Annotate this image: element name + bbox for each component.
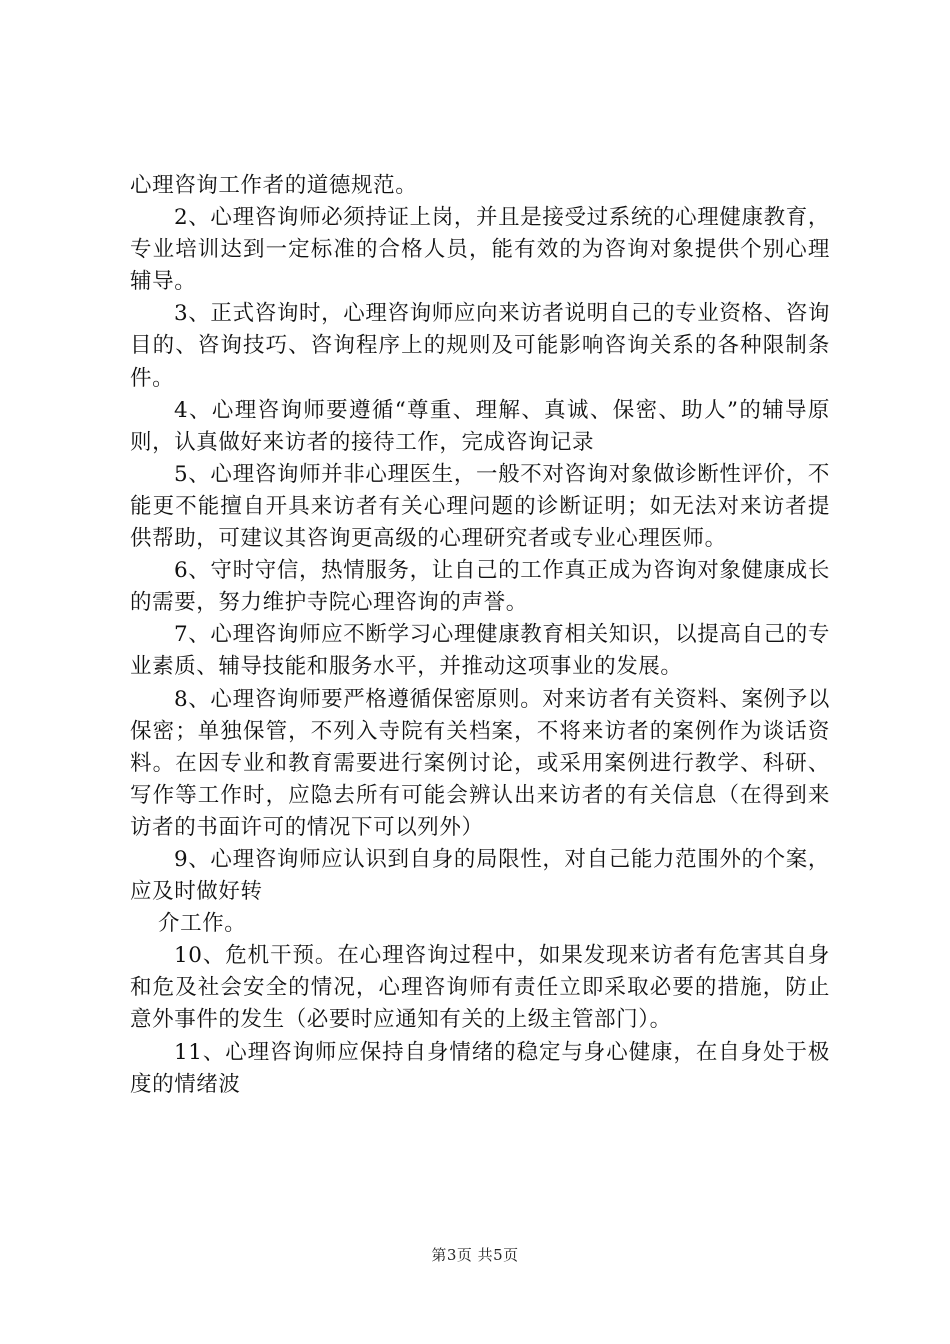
paragraph-9-continuation: 介工作。 (158, 911, 247, 937)
page-footer: 第3页 共5页 (431, 1246, 519, 1264)
paragraph-4: 4、心理咨询师要遵循“尊重、理解、真诚、保密、助人”的辅导原则，认真做好来访者的接待工作，完成咨询记录 (130, 397, 830, 455)
paragraph-2: 2、心理咨询师必须持证上岗，并且是接受过系统的心理健康教育，专业培训达到一定标准的合格人员，能有效的为咨询对象提供个别心理辅导。 (130, 205, 830, 295)
document-body (130, 170, 830, 1101)
paragraph-10: 10、危机干预。在心理咨询过程中，如果发现来访者有危害其自身和危及社会安全的情况，心理咨询师有责任立即采取必要的措施，防止意外事件的发生（必要时应通知有关的上级主管部门）。 (130, 943, 830, 1033)
paragraph-7: 7、心理咨询师应不断学习心理健康教育相关知识，以提高自己的专业素质、辅导技能和服务水平，并推动这项事业的发展。 (130, 622, 830, 680)
paragraph-3: 3、正式咨询时，心理咨询师应向来访者说明自己的专业资格、咨询目的、咨询技巧、咨询程序上的规则及可能影响咨询关系的各种限制条件。 (130, 301, 830, 391)
paragraph-1: 心理咨询工作者的道德规范。 (130, 173, 418, 198)
paragraph-11: 11、心理咨询师应保持自身情绪的稳定与身心健康，在自身处于极度的情绪波 (130, 1039, 830, 1097)
paragraph-8: 8、心理咨询师要严格遵循保密原则。对来访者有关资料、案例予以保密；单独保管，不列入寺院有关档案，不将来访者的案例作为谈话资料。在因专业和教育需要进行案例讨论，或采用案例进行教学、科研、写作等工作时，应隐去所有可能会辨认出来访者的有关信息（在得到来访者的书面许可的情况下可以列外） (130, 686, 830, 840)
paragraph-6: 6、守时守信，热情服务，让自己的工作真正成为咨询对象健康成长的需要，努力维护寺院心理咨询的声誉。 (130, 558, 830, 616)
paragraph-5: 5、心理咨询师并非心理医生，一般不对咨询对象做诊断性评价，不能更不能擅自开具来访者有关心理问题的诊断证明；如无法对来访者提供帮助，可建议其咨询更高级的心理研究者或专业心理医师。 (130, 461, 830, 552)
paragraph-9: 9、心理咨询师应认识到自身的局限性，对自己能力范围外的个案，应及时做好转 (130, 846, 830, 905)
